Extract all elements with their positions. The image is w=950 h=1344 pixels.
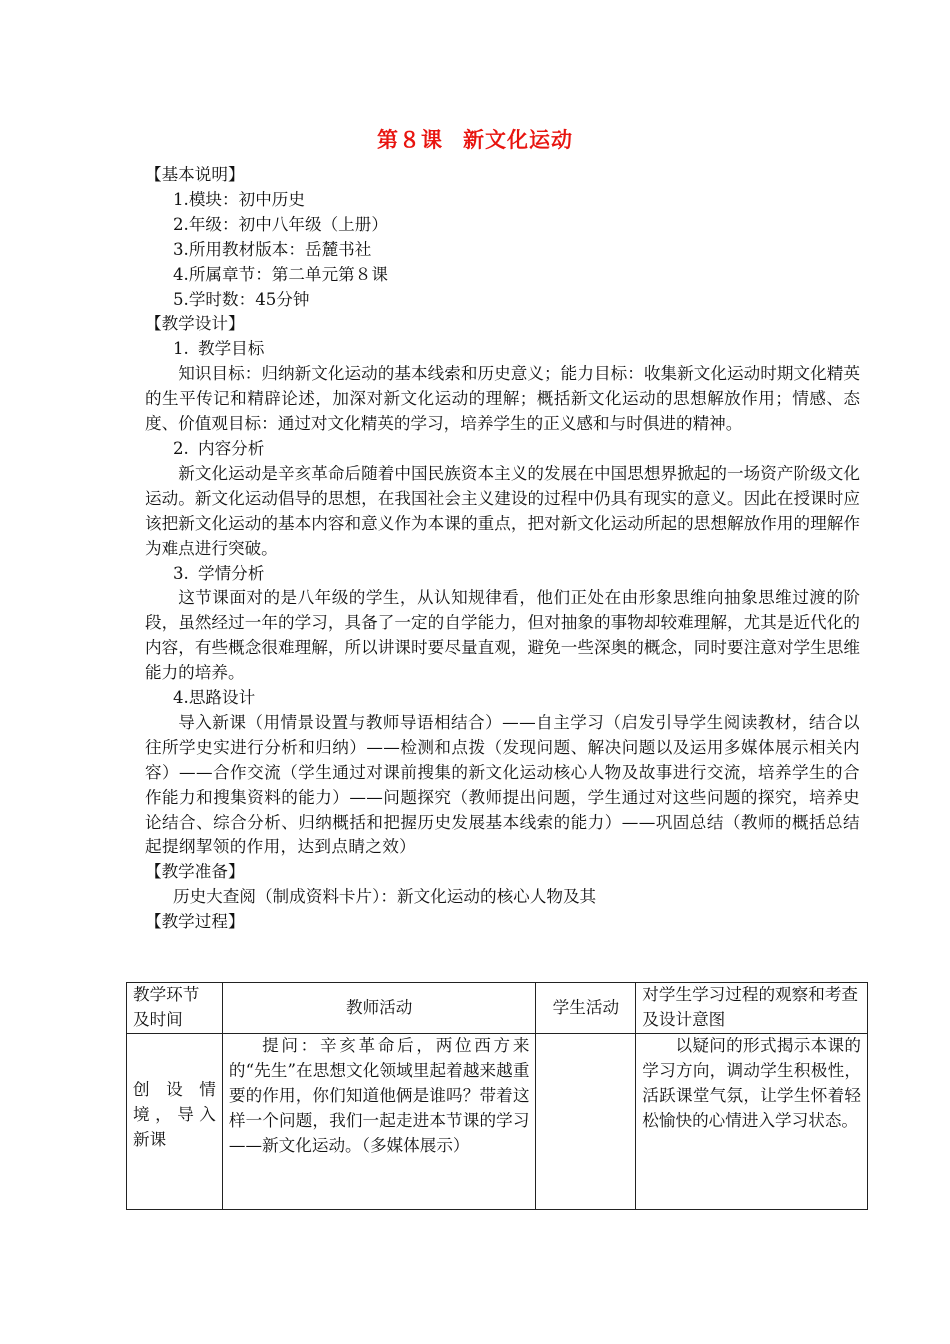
table-row: [127, 1034, 868, 1210]
header-teacher: 教师活动: [222, 983, 536, 1034]
section-title: 思路设计: [188, 688, 256, 708]
basic-item-module: 1.模块：初中历史: [173, 189, 305, 209]
section-text-objectives: 知识目标：归纳新文化运动的基本线索和历史意义；能力目标：收集新文化运动时期文化精英的生平传记和精辟论述，加深对新文化运动的理解；概括新文化运动的思想解放作用；情感、态度、价值观目标：通过对文化精英的学习，培养学生的正义感和与时俱进的精神。: [145, 364, 860, 434]
header-intent: 对学生学习过程的观察和考查及设计意图: [636, 983, 868, 1034]
section-heading-content: [145, 437, 860, 462]
section-text-content: 新文化运动是辛亥革命后随着中国民族资本主义的发展在中国思想界掀起的一场资产阶级文化运动。新文化运动倡导的思想，在我国社会主义建设的过程中仍具有现实的意义。因此在授课时应该把新文化运动的基本内容和意义作为本课的重点，把对新文化运动所起的思想解放作用的理解作为难点进行突破。: [145, 463, 860, 558]
header-student: 学生活动: [536, 983, 636, 1034]
section-title: 内容分析: [198, 438, 265, 458]
table-header-row: [127, 983, 868, 1034]
basic-item-hours: 5.学时数：45分钟: [173, 289, 310, 309]
section-title: 学情分析: [198, 563, 265, 583]
cell-teacher: 提问：辛亥革命后，两位西方来的“先生”在思想文化领域里起着越来越重要的作用，你们知道他俩是谁吗？带着这样一个问题，我们一起走进本节课的学习——新文化运动。（多媒体展示）: [222, 1034, 536, 1210]
cell-intent: 以疑问的形式揭示本课的学习方向，调动学生积极性，活跃课堂气氛，让学生怀着轻松愉快的心情进入学习状态。: [636, 1034, 868, 1210]
section-title: 教学目标: [198, 339, 265, 359]
section-heading-approach: [145, 686, 860, 711]
process-heading: 【教学过程】: [145, 912, 245, 932]
section-heading-objectives: [145, 337, 860, 362]
design-heading: 【教学设计】: [145, 314, 245, 334]
section-number: 1.: [173, 339, 189, 359]
cell-student: [536, 1034, 636, 1210]
prep-text: 历史大查阅（制成资料卡片）：新文化运动的核心人物及其: [173, 887, 597, 907]
lesson-number: 第８课: [377, 128, 443, 152]
section-number: 3.: [173, 563, 189, 583]
cell-stage: 创设情境，导入新课: [127, 1034, 223, 1210]
section-heading-students: [145, 562, 860, 587]
basic-item-textbook: 3.所用教材版本：岳麓书社: [173, 239, 372, 259]
lesson-title: [0, 124, 950, 154]
section-number: 2.: [173, 438, 189, 458]
basic-info-heading: 【基本说明】: [145, 165, 245, 184]
process-table: [126, 982, 868, 1210]
prep-heading: 【教学准备】: [145, 862, 245, 882]
section-text-approach: 导入新课（用情景设置与教师导语相结合）——自主学习（启发引导学生阅读教材，结合以往所学史实进行分析和归纳）——检测和点拨（发现问题、解决问题以及运用多媒体展示相关内容）——合作交流（学生通过对课前搜集的新文化运动核心人物及故事进行交流，培养学生的合作能力和搜集资料的能力）——问题探究（教师提出问题，学生通过对这些问题的探究，培养史论结合、综合分析、归纳概括和把握历史发展基本线索的能力）——巩固总结（教师的概括总结起提纲挈领的作用，达到点睛之效）: [145, 712, 860, 857]
basic-item-grade: 2.年级：初中八年级（上册）: [173, 214, 388, 234]
header-stage: 教学环节及时间: [127, 983, 223, 1034]
section-text-students: 这节课面对的是八年级的学生，从认知规律看，他们正处在由形象思维向抽象思维过渡的阶段，虽然经过一年的学习，具备了一定的自学能力，但对抽象的事物却较难理解，尤其是近代化的内容，有些概念很难理解，所以讲课时要尽量直观，避免一些深奥的概念，同时要注意对学生思维能力的培养。: [145, 588, 860, 683]
lesson-name: 新文化运动: [463, 128, 573, 152]
section-number: 4.: [173, 688, 189, 708]
document-body: [145, 163, 860, 935]
basic-item-chapter: 4.所属章节：第二单元第８课: [173, 264, 388, 284]
